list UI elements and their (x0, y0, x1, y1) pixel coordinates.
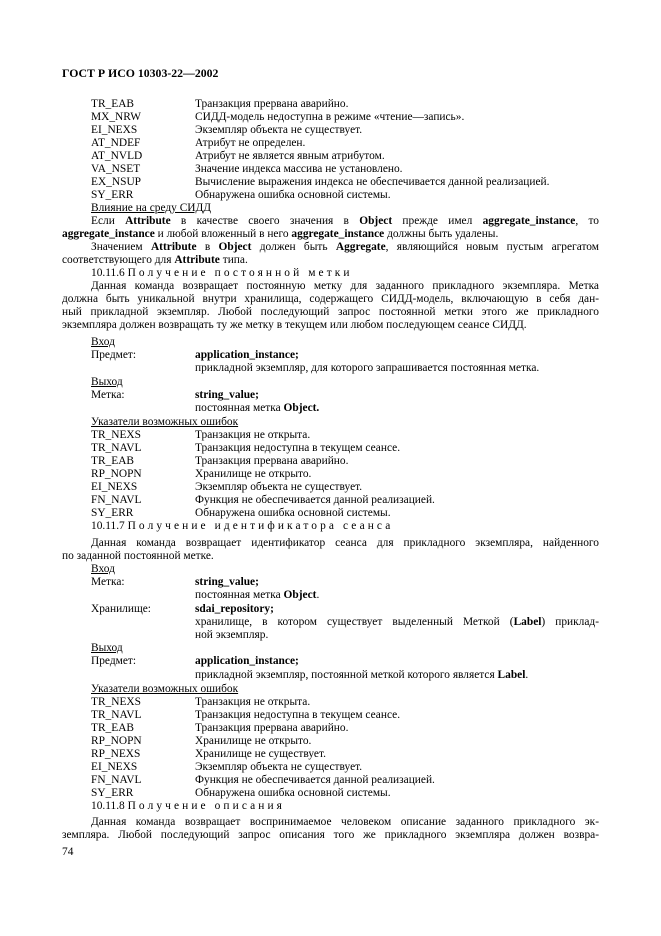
error-code: TR_EAB (91, 722, 135, 734)
paragraph-line: aggregate_instance и любой вложенный в него aggregate_instance должны быть удалены. (62, 228, 499, 240)
errors-heading: Указатели возможных ошибок (91, 683, 239, 695)
error-code: EX_NSUP (91, 176, 142, 188)
output-heading: Выход (91, 642, 123, 654)
error-code: EI_NEXS (91, 124, 138, 136)
error-code: SY_ERR (91, 189, 134, 201)
error-text: Атрибут не является явным атрибутом. (195, 150, 385, 162)
paragraph-line: земпляра. Любой последующий запрос описания того же прикладного экземпляра должен возвра- (62, 829, 599, 841)
section-heading: 10.11.6 Получение постоянной метки (91, 267, 353, 279)
paragraph-line: Значением Attribute в Object должен быть Aggregate, являющийся новым пустым агрегатом (91, 241, 599, 253)
error-code: RP_NOPN (91, 468, 142, 480)
error-text: Обнаружена ошибка основной системы. (195, 189, 391, 201)
paragraph-line: Данная команда возвращает воспринимаемое человеком описание заданного прикладного эк- (91, 816, 599, 828)
paragraph-line: ный прикладной экземпляр. Любой последующий запрос постоянной метки этого же прикладного (62, 306, 599, 318)
paragraph-line: соответствующего для Attribute типа. (62, 254, 248, 266)
error-text: Хранилище не открыто. (195, 468, 312, 480)
error-text: Хранилище не открыто. (195, 735, 312, 747)
error-code: TR_NAVL (91, 709, 142, 721)
param-desc: ной экземпляр. (195, 629, 269, 641)
error-text: СИДД-модель недоступна в режиме «чтение—запись». (195, 111, 465, 123)
error-text: Значение индекса массива не установлено. (195, 163, 403, 175)
error-text: Транзакция не открыта. (195, 696, 311, 708)
error-code: MX_NRW (91, 111, 141, 123)
error-code: AT_NDEF (91, 137, 141, 149)
param-desc: хранилище, в котором существует выделенный Меткой (Label) приклад- (195, 616, 600, 628)
page-number: 74 (62, 846, 74, 858)
influence-heading: Влияние на среду СИДД (91, 202, 212, 214)
error-text: Обнаружена ошибка основной системы. (195, 787, 391, 799)
error-text: Транзакция недоступна в текущем сеансе. (195, 709, 401, 721)
error-text: Транзакция прервана аварийно. (195, 455, 349, 467)
param-desc: прикладной экземпляр, для которого запрашивается постоянная метка. (195, 362, 540, 374)
error-code: TR_EAB (91, 455, 135, 467)
output-heading: Выход (91, 376, 123, 388)
paragraph-line: должна быть уникальной внутри хранилища, содержащего СИДД-модель, включающую в себя дан- (62, 293, 599, 305)
error-text: Транзакция недоступна в текущем сеансе. (195, 442, 401, 454)
error-text: Функция не обеспечивается данной реализацией. (195, 774, 435, 786)
error-text: Экземпляр объекта не существует. (195, 124, 363, 136)
error-text: Функция не обеспечивается данной реализацией. (195, 494, 435, 506)
error-text: Вычисление выражения индекса не обеспечивается данной реализацией. (195, 176, 550, 188)
error-code: VA_NSET (91, 163, 141, 175)
error-text: Экземпляр объекта не существует. (195, 481, 363, 493)
error-code: TR_NEXS (91, 429, 141, 441)
param-type: application_instance; (195, 655, 299, 667)
errors-heading: Указатели возможных ошибок (91, 416, 239, 428)
error-text: Транзакция прервана аварийно. (195, 98, 349, 110)
param-desc: прикладной экземпляр, постоянной меткой которого является Label. (195, 669, 529, 681)
param-type: sdai_repository; (195, 603, 274, 615)
section-heading: 10.11.8 Получение описания (91, 800, 286, 812)
error-text: Экземпляр объекта не существует. (195, 761, 363, 773)
param-type: string_value; (195, 576, 259, 588)
param-desc: постоянная метка Object. (195, 402, 320, 414)
param-name: Метка: (91, 576, 125, 588)
paragraph-line: Если Attribute в качестве своего значения в Object прежде имел aggregate_instance, то (91, 215, 600, 227)
error-code: SY_ERR (91, 507, 134, 519)
error-code: EI_NEXS (91, 481, 138, 493)
error-code: EI_NEXS (91, 761, 138, 773)
input-heading: Вход (91, 563, 115, 575)
section-heading: 10.11.7 Получение идентификатора сеанса (91, 520, 394, 532)
paragraph-line: Данная команда возвращает постоянную метку для заданного прикладного экземпляра. Метка (91, 280, 599, 292)
input-heading: Вход (91, 336, 115, 348)
page-header: ГОСТ Р ИСО 10303-22—2002 (62, 66, 219, 80)
param-type: application_instance; (195, 349, 299, 361)
error-code: SY_ERR (91, 787, 134, 799)
error-text: Обнаружена ошибка основной системы. (195, 507, 391, 519)
error-code: RP_NOPN (91, 735, 142, 747)
error-code: FN_NAVL (91, 494, 142, 506)
error-text: Атрибут не определен. (195, 137, 306, 149)
param-name: Метка: (91, 389, 125, 401)
param-type: string_value; (195, 389, 259, 401)
param-name: Предмет: (91, 655, 137, 667)
error-code: FN_NAVL (91, 774, 142, 786)
error-code: TR_NEXS (91, 696, 141, 708)
error-text: Транзакция не открыта. (195, 429, 311, 441)
error-code: TR_EAB (91, 98, 135, 110)
error-code: RP_NEXS (91, 748, 141, 760)
paragraph-line: экземпляра должен возвращать ту же метку в текущем или любом последующем сеансе СИДД. (62, 319, 527, 331)
paragraph-line: Данная команда возвращает идентификатор сеанса для прикладного экземпляра, найденного (91, 537, 599, 549)
error-code: TR_NAVL (91, 442, 142, 454)
error-text: Транзакция прервана аварийно. (195, 722, 349, 734)
param-name: Хранилище: (91, 603, 151, 615)
paragraph-line: по заданной постоянной метке. (62, 550, 214, 562)
error-text: Хранилище не существует. (195, 748, 326, 760)
error-code: AT_NVLD (91, 150, 143, 162)
param-desc: постоянная метка Object. (195, 589, 320, 601)
param-name: Предмет: (91, 349, 137, 361)
